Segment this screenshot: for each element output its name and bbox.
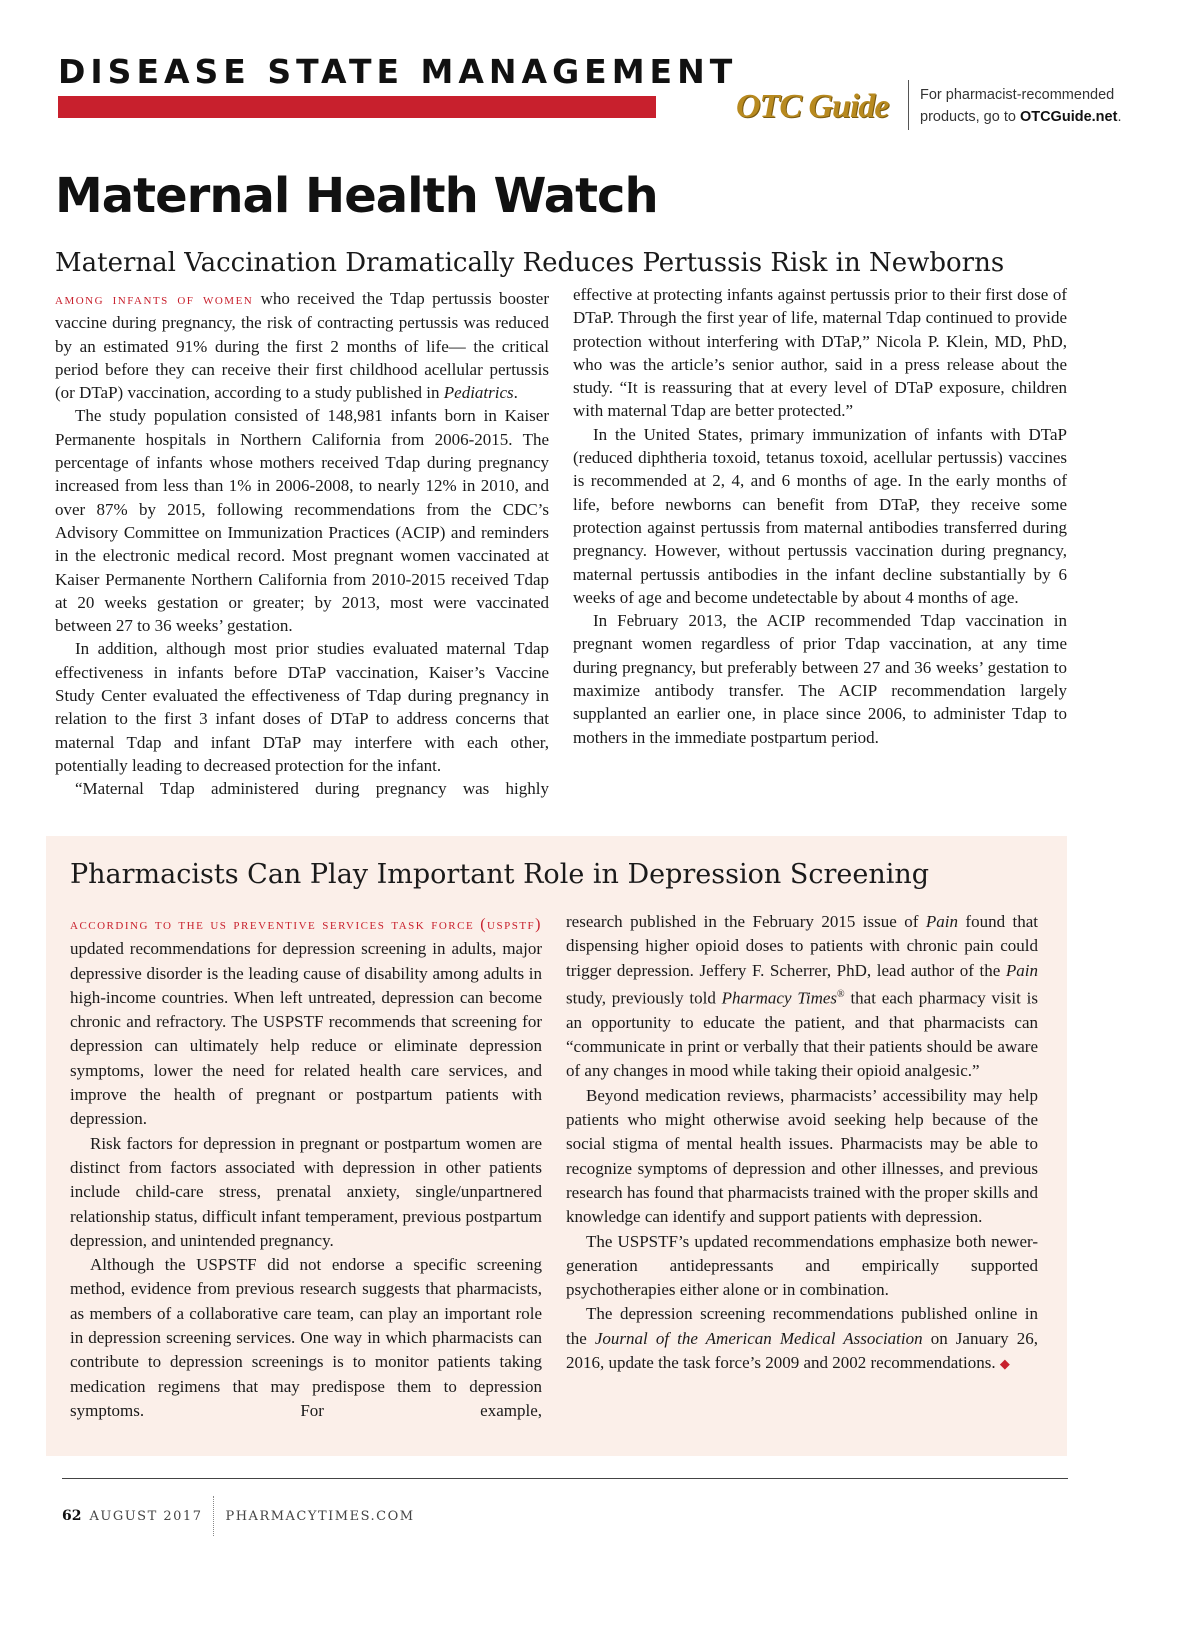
page-number: 62	[62, 1508, 82, 1524]
end-mark-diamond-icon: ◆	[999, 1356, 1010, 1371]
article1-paragraph-1	[55, 287, 549, 404]
website[interactable]: PHARMACYTIMES.COM	[225, 1508, 415, 1524]
article2-p3-text-3: study, previously told	[566, 988, 722, 1008]
article2-paragraph-3-cont	[566, 910, 1038, 1084]
article2-column-2	[566, 910, 1038, 1376]
article2-lead-in: according to the us preventive services task force (uspstf)	[70, 916, 542, 933]
page-title: Maternal Health Watch	[55, 168, 658, 224]
article1-p1-text: who received the Tdap pertussis booster vaccine during pregnancy, the risk of contracting pertussis was reduced by an estimated 91% during the first 2 months of life— the critical period before they can receive their first childhood acellular pertussis (or DTaP) vaccination, according to a study published in	[55, 289, 549, 403]
journal-pain: Pain	[925, 912, 958, 931]
otc-guide-link[interactable]: OTCGuide.net	[1019, 109, 1118, 125]
article2-paragraph-3-start: Although the USPSTF did not endorse a specific screening method, evidence from previous research suggests that pharmacists, as members of a collaborative care team, can play an important role in depression screening services. One way in which pharmacists can contribute to depression screenings is to monitor patients taking medication regimens that may predispose them to depression symptoms. For example,	[70, 1255, 542, 1420]
article1-paragraph-5: In the United States, primary immunization of infants with DTaP (reduced diphtheria toxoid, tetanus toxoid, acellular pertussis) vaccines is recommended at 2, 4, and 6 months of age. In the early months of life, before newborns can benefit from DTaP, they receive some protection against pertussis from maternal antibodies transferred during pregnancy. However, without pertussis vaccination during pregnancy, maternal pertussis antibodies in the infant decline substantially by 6 weeks of age and become undetectable by about 4 months of age.	[573, 424, 1067, 607]
otc-guide-promo	[736, 78, 1126, 134]
note-line-2-prefix: products, go to	[920, 109, 1020, 125]
article1-journal-name: Pediatrics	[443, 383, 514, 403]
article2-paragraph-6	[566, 1302, 1038, 1376]
registered-mark: ®	[837, 988, 845, 1000]
article1-paragraph-4-start: “Maternal Tdap administered during pregnancy was highly	[75, 779, 549, 799]
article2-paragraph-2: Risk factors for depression in pregnant or postpartum women are distinct from factors associated with depression in other patients include child-care stress, prenatal anxiety, single/unpartnered relationship status, difficult infant temperament, previous postpartum depression, and unintended pregnancy.	[70, 1133, 542, 1250]
magazine-pharmacy-times: Pharmacy Times	[721, 988, 838, 1008]
article1-column-2	[573, 283, 1067, 749]
article1-paragraph-3: In addition, although most prior studies evaluated maternal Tdap effectiveness in infants before DTaP vaccination, Kaiser’s Vaccine Study Center evaluated the effectiveness of Tdap during pregnancy in relation to the first 3 infant doses of DTaP to address concerns that maternal Tdap and infant DTaP may interfere with each other, potentially leading to decreased protection for the infant.	[55, 639, 549, 775]
journal-jama: Journal of the American Medical Association	[594, 1328, 923, 1348]
article2-p3-text-4: that each pharmacy visit is an opportunity to educate the patient, and that pharmacists can “communicate in print or verbally that their patients should be aware of any changes in mood while taking their opioid analgesic.”	[566, 988, 1039, 1081]
article2-paragraph-1	[70, 912, 542, 1132]
article2-p6-text-2: on January 26, 2016, update the task force’s 2009 and 2002 recommendations.	[566, 1328, 1038, 1372]
section-header	[58, 52, 738, 118]
divider	[908, 80, 909, 130]
article1-column-1	[55, 287, 549, 801]
article2-p1-text: updated recommendations for depression screening in adults, major depressive disorder is the leading cause of disability among adults in high-income countries. When left untreated, depression can become chronic and refractory. The USPSTF recommends that screening for depression can ultimately help reduce or eliminate depression symptoms, lower the need for related health care services, and improve the health of pregnant or postpartum patients with depression.	[70, 939, 542, 1129]
article2-paragraph-5: The USPSTF’s updated recommendations emphasize both newer-generation antidepressants and empirically supported psychotherapies either alone or in combination.	[566, 1231, 1038, 1300]
issue-date: AUGUST 2017	[89, 1508, 203, 1524]
article2-p3-text-2: found that dispensing higher opioid doses to patients with chronic pain could trigger depression. Jeffery F. Scherrer, PhD, lead author of the	[566, 912, 1039, 980]
note-line-2-suffix: .	[1117, 109, 1122, 125]
article1-lead-in: among infants of women	[55, 291, 254, 308]
red-rule-bar	[58, 96, 656, 118]
section-title: DISEASE STATE MANAGEMENT	[58, 52, 738, 91]
article2-paragraph-4: Beyond medication reviews, pharmacists’ accessibility may help patients who might otherwise avoid seeking help because of the social stigma of mental health issues. Pharmacists may be able to recognize symptoms of depression and other illnesses, and previous research has found that pharmacists trained with the proper skills and knowledge can identify and support patients with depression.	[566, 1085, 1038, 1227]
footer-divider	[213, 1496, 214, 1536]
otc-guide-logo: OTC Guide	[736, 88, 889, 125]
article2-column-1	[70, 912, 542, 1423]
article1-paragraph-4-cont: effective at protecting infants against pertussis prior to their first dose of DTaP. Through the first year of life, maternal Tdap continued to provide protection without interfering with DTaP,” Nicola P. Klein, MD, PhD, who was the article’s senior author, said in a press release about the study. “It is reassuring that at every level of DTaP exposure, children with maternal Tdap are better protected.”	[573, 285, 1067, 421]
note-line-1: For pharmacist-recommended	[920, 87, 1115, 103]
otc-guide-note	[920, 84, 1126, 128]
journal-pain-2: Pain	[1005, 960, 1038, 980]
article1-p1-end: .	[513, 383, 518, 403]
article1-paragraph-2: The study population consisted of 148,981 infants born in Kaiser Permanente hospitals in Northern California from 2006-2015. The percentage of infants whose mothers received Tdap during pregnancy increased from less than 1% in 2006-2008, to nearly 12% in 2010, and over 87% by 2015, following recommendations from the CDC’s Advisory Committee on Immunization Practices (ACIP) and reminders in the electronic medical record. Most pregnant women vaccinated at Kaiser Permanente Northern California from 2010-2015 received Tdap at 20 weeks gestation or greater; by 2013, most were vaccinated between 27 to 36 weeks’ gestation.	[55, 406, 549, 636]
article1-headline: Maternal Vaccination Dramatically Reduces Pertussis Risk in Newborns	[55, 248, 1005, 278]
article2-p3-text-1: research published in the February 2015 issue of	[566, 912, 926, 931]
page-footer	[62, 1496, 415, 1536]
footer-rule	[62, 1478, 1068, 1479]
article2-headline: Pharmacists Can Play Important Role in Depression Screening	[70, 859, 930, 890]
article2-p6-text-1: The depression screening recommendations published online in the	[566, 1304, 1038, 1348]
article1-paragraph-6: In February 2013, the ACIP recommended Tdap vaccination in pregnant women regardless of prior Tdap vaccination, at any time during pregnancy, but preferably between 27 and 36 weeks’ gestation to maximize antibody transfer. The ACIP recommendation largely supplanted an earlier one, in place since 2006, to administer Tdap to mothers in the immediate postpartum period.	[573, 611, 1067, 747]
